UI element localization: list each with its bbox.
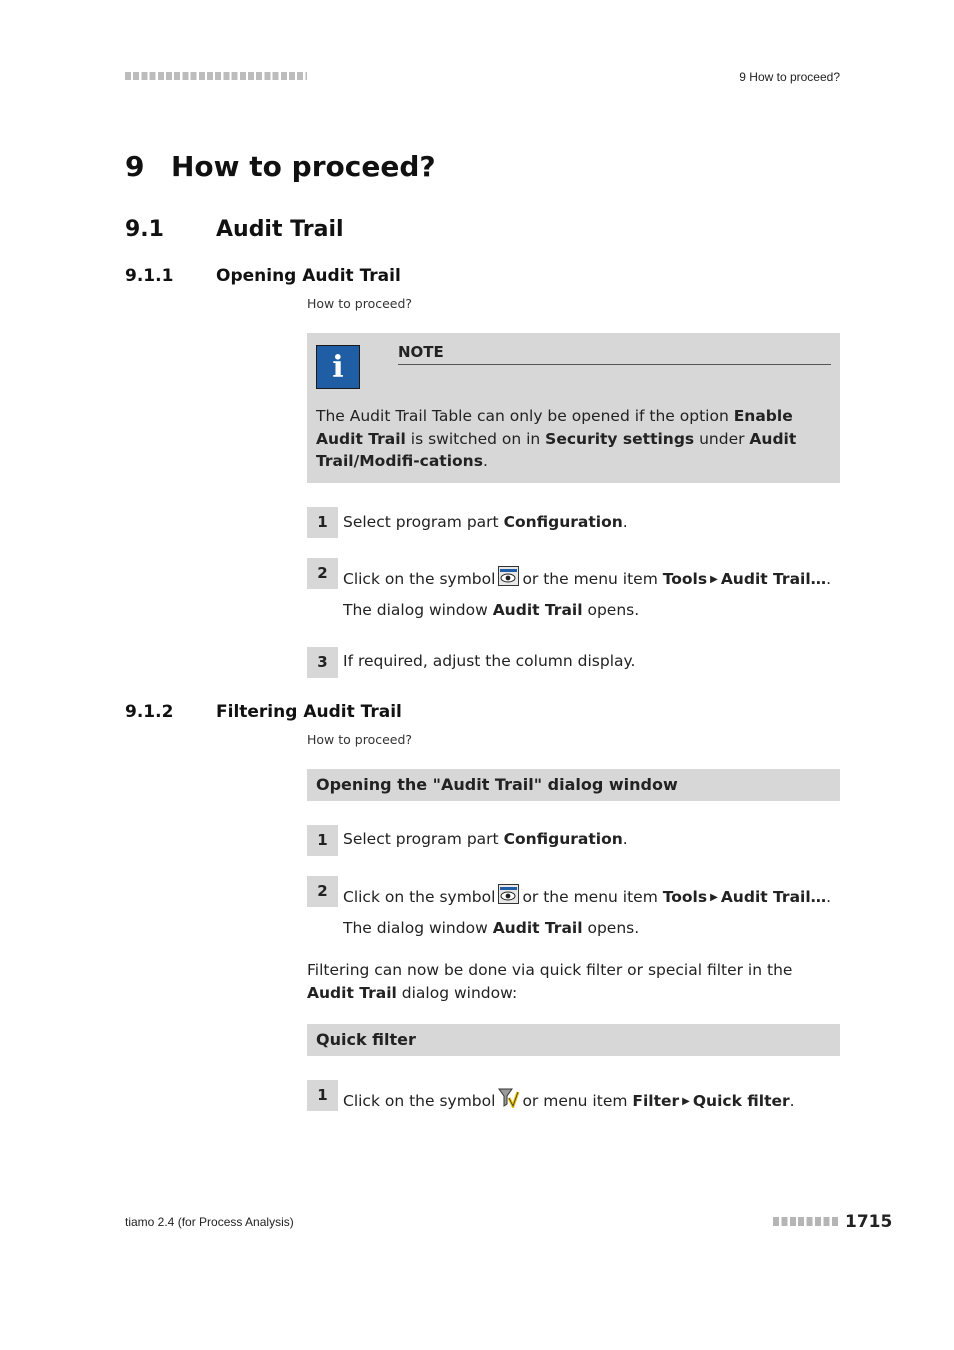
step-text: Select program part Configuration.: [343, 830, 628, 848]
step-result: The dialog window Audit Trail opens.: [343, 601, 640, 619]
subsection-heading-opening: 9.1.1 Opening Audit Trail: [125, 266, 401, 286]
audit-trail-icon: [498, 566, 519, 586]
procedure-heading-bar: Opening the "Audit Trail" dialog window: [307, 769, 840, 801]
step-number: 3: [307, 647, 338, 678]
subsection-heading-filtering: 9.1.2 Filtering Audit Trail: [125, 702, 402, 722]
step-text: Click on the symbol or menu item Filter ▶ Quick filter.: [343, 1088, 795, 1110]
quick-filter-icon: [498, 1088, 519, 1108]
body-paragraph: Filtering can now be done via quick filter or special filter in the Audit Trail dialog window:: [307, 961, 793, 1002]
running-header: 9 How to proceed?: [739, 70, 840, 84]
step-text: If required, adjust the column display.: [343, 652, 636, 670]
step-result: The dialog window Audit Trail opens.: [343, 919, 640, 937]
caption: How to proceed?: [307, 732, 413, 747]
footer-decoration: [773, 1217, 840, 1226]
step-text: Select program part Configuration.: [343, 513, 628, 531]
note-box: [307, 333, 840, 483]
note-text: The Audit Trail Table can only be opened if the option Enable Audit Trail is switched on in Security settings under Audit Trail/Modifi-cations.: [316, 407, 797, 470]
step-number: 2: [307, 876, 338, 907]
procedure-heading-bar: Quick filter: [307, 1024, 840, 1056]
audit-trail-icon: [498, 884, 519, 904]
caption: How to proceed?: [307, 296, 413, 311]
step-text: Click on the symbol or the menu item Tools ▶ Audit Trail….: [343, 884, 831, 906]
menu-arrow-icon: ▶: [710, 574, 718, 585]
note-title: NOTE: [398, 343, 831, 365]
step-number: 1: [307, 825, 338, 856]
menu-arrow-icon: ▶: [682, 1096, 690, 1107]
footer-product: tiamo 2.4 (for Process Analysis): [125, 1215, 294, 1229]
section-heading: 9.1 Audit Trail: [125, 217, 344, 242]
step-number: 2: [307, 558, 338, 589]
page-number: 1715: [845, 1212, 893, 1232]
menu-arrow-icon: ▶: [710, 892, 718, 903]
step-number: 1: [307, 507, 338, 538]
info-icon: i: [316, 345, 360, 389]
chapter-heading: 9 How to proceed?: [125, 150, 436, 183]
header-decoration: [125, 72, 307, 80]
step-text: Click on the symbol or the menu item Tools ▶ Audit Trail….: [343, 566, 831, 588]
step-number: 1: [307, 1080, 338, 1111]
